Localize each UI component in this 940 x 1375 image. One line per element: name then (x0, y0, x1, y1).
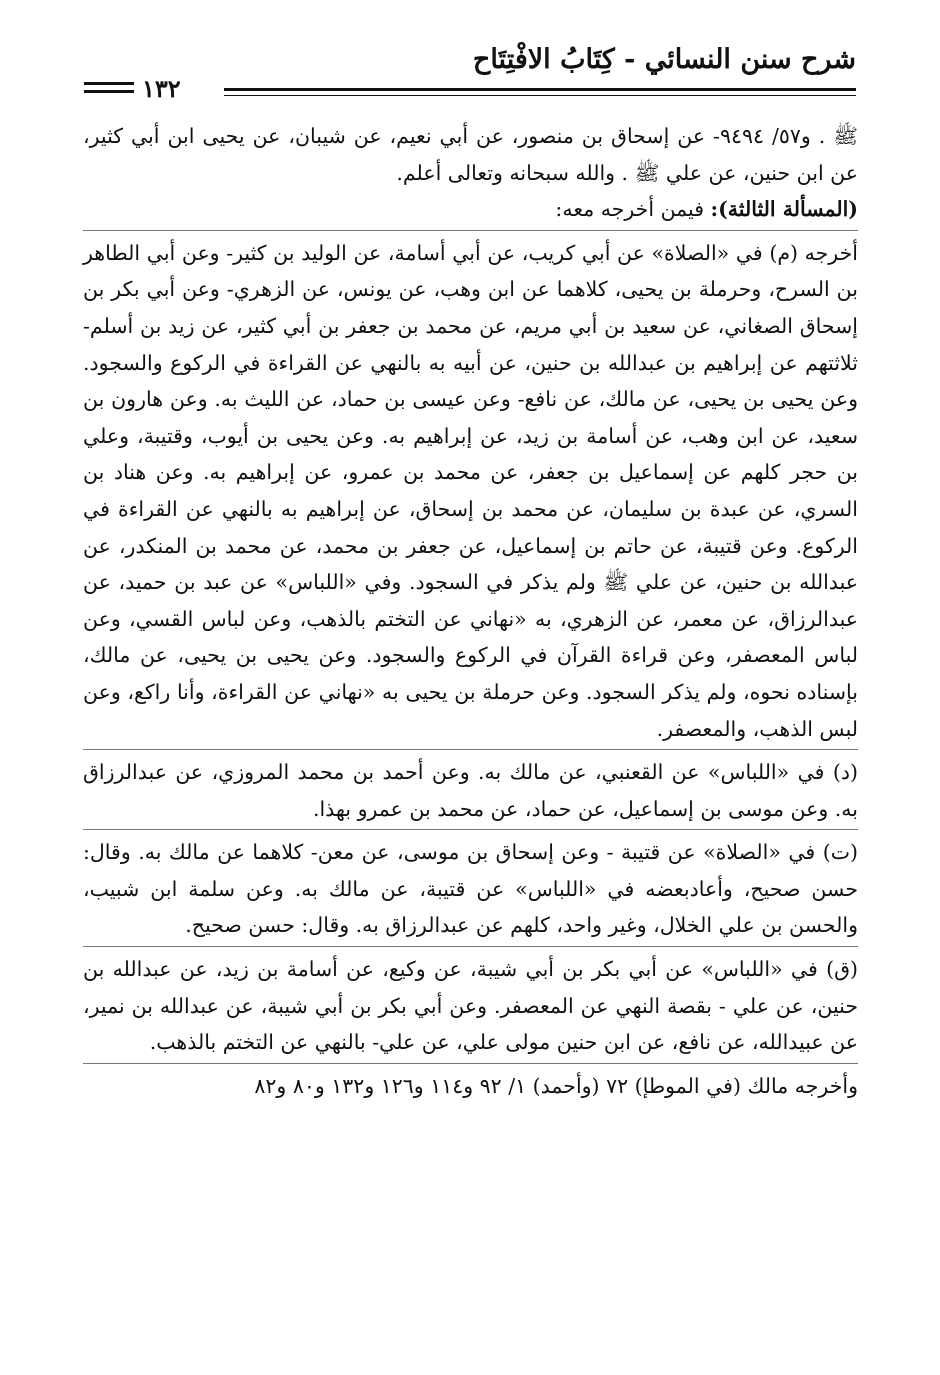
section-heading-line (83, 191, 858, 228)
paragraph-ibnmajah: (ق) في «اللباس» عن أبي بكر بن أبي شيبة، عن وكيع، عن أسامة بن زيد، عن عبدالله بن حنين، عن علي - بقصة النهي عن المعصفر. وعن أبي بكر بن أبي شيبة، عن عبدالله بن نمير، عن عبيدالله، عن نافع، عن ابن حنين مولى علي، عن علي- بالنهي عن التختم بالذهب. (83, 957, 858, 1055)
paragraph-muslim: أخرجه (م) في «الصلاة» عن أبي كريب، عن أبي أسامة، عن الوليد بن كثير- وعن أبي الطاهر بن السرح، وحرملة بن يحيى، كلاهما عن ابن وهب، عن يونس، عن الزهري- وعن أبي بكر بن إسحاق الصغاني، عن سعيد بن أبي مريم، عن محمد بن جعفر بن أبي كثير، عن زيد بن أسلم- ثلاثتهم عن إبراهيم بن عبدالله بن حنين، عن أبيه به بالنهي عن القراءة في الركوع والسجود. وعن يحيى بن يحيى، عن مالك، عن نافع- وعن عيسى بن حماد، عن الليث به. وعن هارون بن سعيد، عن ابن وهب، عن أسامة بن زيد، عن إبراهيم به. وعن يحيى بن أيوب، وقتيبة، وعلي بن حجر كلهم عن إسماعيل بن جعفر، عن محمد بن عمرو، عن إبراهيم به. وعن هناد بن السري، عن عبدة بن سليمان، عن محمد بن إسحاق، عن إبراهيم به بالنهي عن القراءة في الركوع. وعن قتيبة، عن حاتم بن إسماعيل، عن جعفر بن محمد، عن محمد بن المنكدر، عن عبدالله بن حنين، عن علي ﷺ ولم يذكر في السجود. وفي «اللباس» عن عبد بن حميد، عن عبدالرزاق، عن معمر، عن الزهري، به «نهاني عن التختم بالذهب، وعن لباس القسي، وعن لباس المعصفر، وعن قراءة القرآن في الركوع والسجود. وعن يحيى بن يحيى، عن مالك، بإسناده نحوه، ولم يذكر السجود. وعن حرملة بن يحيى به «نهاني عن القراءة، وأنا راكع، وعن لبس الذهب، والمعصفر. (83, 240, 858, 741)
paragraph-malik-ahmad: وأخرجه مالك (في الموطإ) ٧٢ (وأحمد) ١/ ٩٢ و١١٤ و١٢٦ و١٣٢ و٨٠ و٨٢ (254, 1073, 858, 1098)
running-title: شرح سنن النسائي - كِتَابُ الافْتِتَاح (472, 44, 856, 75)
paragraph-abudawud: (د) في «اللباس» عن القعنبي، عن مالك به. وعن أحمد بن محمد المروزي، عن عبدالرزاق به. وعن موسى بن إسماعيل، عن حماد، عن محمد بن عمرو بهذا. (83, 760, 858, 821)
rule-line (84, 90, 134, 93)
section-heading-rest: فيمن أخرجه معه: (555, 197, 711, 222)
section-divider (83, 230, 858, 231)
page-number-rules (84, 82, 134, 98)
header-rule (224, 88, 856, 91)
main-text (83, 118, 858, 1104)
header-rule-thin (224, 95, 856, 96)
paragraph-divider (83, 946, 858, 947)
paragraph-divider (83, 829, 858, 830)
paragraph-divider (83, 749, 858, 750)
intro-paragraph: ﷺ . و٥٧/ ٩٤٩٤- عن إسحاق بن منصور، عن أبي نعيم، عن شيبان، عن يحيى ابن أبي كثير، عن ابن حنين، عن علي ﷺ . والله سبحانه وتعالى أعلم. (83, 124, 858, 185)
section-heading: (المسألة الثالثة): (710, 197, 858, 222)
rule-line (84, 82, 134, 85)
page-header (84, 40, 856, 102)
paragraph-tirmidhi: (ت) في «الصلاة» عن قتيبة - وعن إسحاق بن موسى، عن معن- كلاهما عن مالك به. وقال: حسن صحيح، وأعادبعضه في «اللباس» عن قتيبة، عن مالك به. وعن سلمة ابن شبيب، والحسن بن علي الخلال، وغير واحد، كلهم عن عبدالرزاق به. وقال: حسن صحيح. (83, 840, 858, 938)
page-number: ١٣٢ (142, 74, 181, 103)
paragraph-divider (83, 1063, 858, 1064)
